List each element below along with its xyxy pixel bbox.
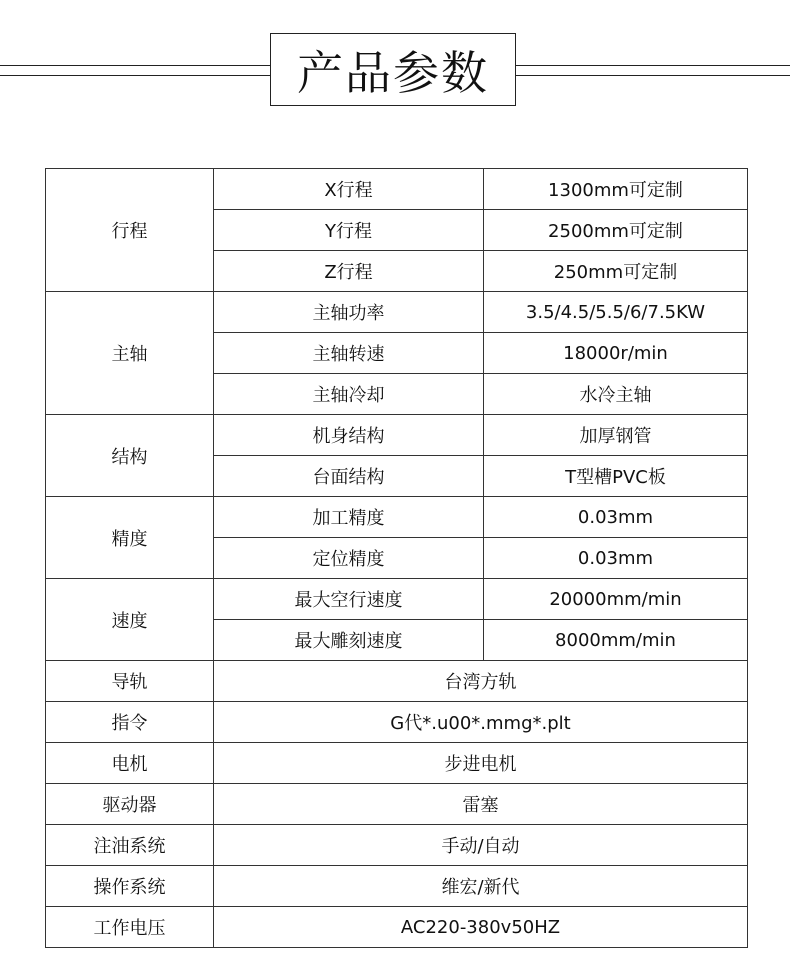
param-label: 台面结构 [214,456,484,497]
param-label: 工作电压 [46,907,214,948]
table-row [46,292,748,333]
param-label: 电机 [46,743,214,784]
param-label: 加工精度 [214,497,484,538]
param-label: 最大空行速度 [214,579,484,620]
table-row [46,169,748,210]
group-label: 行程 [46,169,214,292]
table-row [46,784,748,825]
param-value: 台湾方轨 [214,661,748,702]
param-value: 0.03mm [484,538,748,579]
param-value: 3.5/4.5/5.5/6/7.5KW [484,292,748,333]
param-value: 水冷主轴 [484,374,748,415]
param-label: 主轴功率 [214,292,484,333]
param-label: X行程 [214,169,484,210]
param-label: 主轴转速 [214,333,484,374]
group-label: 精度 [46,497,214,579]
param-value: 250mm可定制 [484,251,748,292]
table-row [46,743,748,784]
param-value: AC220-380v50HZ [214,907,748,948]
param-label: 操作系统 [46,866,214,907]
table-row [46,825,748,866]
param-value: 步进电机 [214,743,748,784]
table-row [46,866,748,907]
param-value: 8000mm/min [484,620,748,661]
table-row [46,702,748,743]
param-label: 驱动器 [46,784,214,825]
param-value: 雷塞 [214,784,748,825]
param-label: 定位精度 [214,538,484,579]
param-label: 机身结构 [214,415,484,456]
param-label: Z行程 [214,251,484,292]
table-row [46,415,748,456]
param-value: 加厚钢管 [484,415,748,456]
param-value: 18000r/min [484,333,748,374]
param-label: Y行程 [214,210,484,251]
param-value: 手动/自动 [214,825,748,866]
param-label: 导轨 [46,661,214,702]
table-row [46,907,748,948]
group-label: 速度 [46,579,214,661]
title-box [270,33,516,106]
param-label: 指令 [46,702,214,743]
param-value: 维宏/新代 [214,866,748,907]
param-value: 0.03mm [484,497,748,538]
params-table [45,168,748,948]
param-value: T型槽PVC板 [484,456,748,497]
page-title: 产品参数 [297,45,489,100]
param-label: 注油系统 [46,825,214,866]
group-label: 主轴 [46,292,214,415]
group-label: 结构 [46,415,214,497]
table-row [46,661,748,702]
param-value: 20000mm/min [484,579,748,620]
table-row [46,497,748,538]
param-value: G代*.u00*.mmg*.plt [214,702,748,743]
param-label: 主轴冷却 [214,374,484,415]
param-value: 1300mm可定制 [484,169,748,210]
param-value: 2500mm可定制 [484,210,748,251]
table-row [46,579,748,620]
param-label: 最大雕刻速度 [214,620,484,661]
